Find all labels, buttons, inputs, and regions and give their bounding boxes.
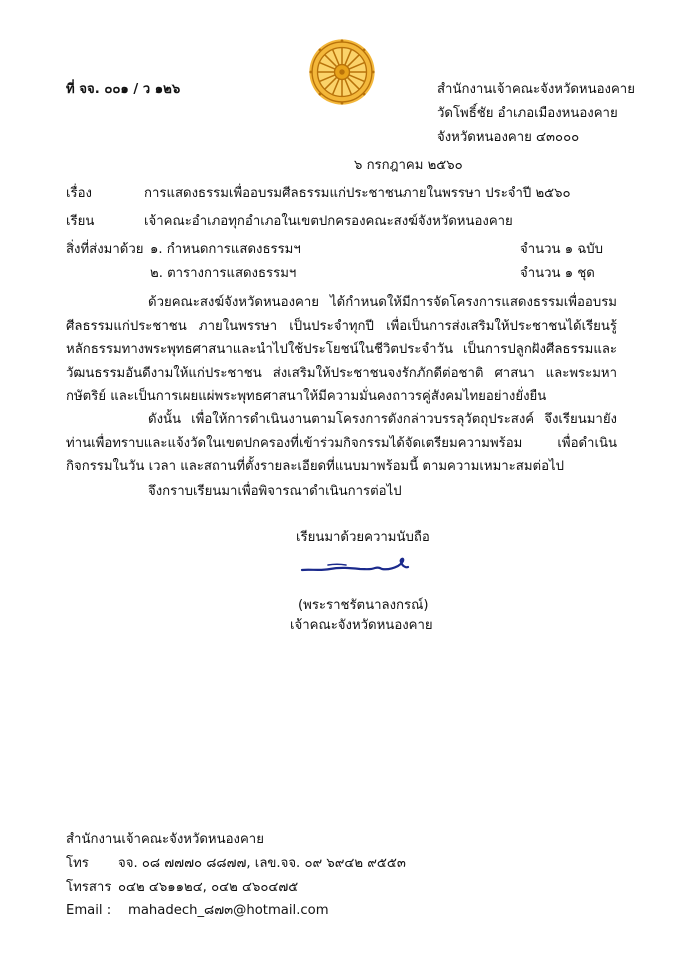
enclosure-qty: จำนวน ๑ ชุด (520, 266, 595, 281)
enclosure-qty: จำนวน ๑ ฉบับ (520, 242, 604, 257)
sender-temple: วัดโพธิ์ชัย อำเภอเมืองหนองคาย (437, 106, 618, 121)
enclosure-item: ๒. ตารางการแสดงธรรมฯ (150, 266, 297, 281)
document-date: ๖ กรกฎาคม ๒๕๖๐ (354, 158, 463, 173)
subject-label: เรื่อง (66, 186, 92, 201)
closing-phrase: เรียนมาด้วยความนับถือ (296, 530, 430, 545)
body-paragraph-1-text: ด้วยคณะสงฆ์จังหวัดหนองคาย ได้กำหนดให้มีการจัดโครงการแสดงธรรมเพื่ออบรมศีลธรรมแก่ประชาชน ภายในพรรษา เป็นประจำทุกปี เพื่อเป็นการส่งเสริมให้ประชาชนได้เรียนรู้หลักธรรมทางพระพุทธศาสนาและนำไปใช้ประโยชน์ในชีวิตประจำวัน เป็นการปลูกฝังศีลธรรมและวัฒนธรรมอันดีงามให้แก่ประชาชน ส่งเสริมให้ประชาชนจงรักภักดีต่อชาติ ศาสนา และพระมหากษัตริย์ และเป็นการเผยแผ่พระพุทธศาสนาให้มีความมั่นคงถาวรคู่สังคมไทยอย่างยั่งยืน (66, 295, 617, 404)
subject-text: การแสดงธรรมเพื่ออบรมศีลธรรมแก่ประชาชนภายในพรรษา ประจำปี ๒๕๖๐ (144, 186, 571, 201)
footer-phone-label: โทร (66, 856, 89, 871)
signer-name: (พระราชรัตนาลงกรณ์) (298, 598, 429, 613)
handwritten-signature (300, 556, 410, 576)
recipient-text: เจ้าคณะอำเภอทุกอำเภอในเขตปกครองคณะสงฆ์จังหวัดหนองคาย (144, 214, 513, 229)
document-number: ที่ จจ. ๐๐๑ / ว ๑๒๖ (66, 82, 181, 97)
sender-province: จังหวัดหนองคาย ๔๓๐๐๐ (437, 130, 580, 145)
body-paragraph-2-text: ดังนั้น เพื่อให้การดำเนินงานตามโครงการดังกล่าวบรรลุวัตถุประสงค์ จึงเรียนมายังท่านเพื่อทราบและแจ้งวัดในเขตปกครองที่เข้าร่วมกิจกรรมได้จัดเตรียมความพร้อม เพื่อดำเนินกิจกรรมในวัน เวลา และสถานที่ตั้งรายละเอียดที่แนบมาพร้อมนี้ ตามความเหมาะสมต่อไป (66, 412, 617, 474)
recipient-label: เรียน (66, 214, 95, 229)
footer-email: mahadech_๘๗๓@hotmail.com (128, 903, 329, 918)
footer-office: สำนักงานเจ้าคณะจังหวัดหนองคาย (66, 832, 264, 847)
footer-fax: ๐๔๒ ๔๖๑๑๒๔, ๐๔๒ ๔๖๐๔๗๕ (118, 880, 299, 895)
footer-fax-label: โทรสาร (66, 880, 112, 895)
footer-phone: จจ. ๐๘ ๗๗๗๐ ๘๘๗๗, เลข.จจ. ๐๙ ๖๙๔๒ ๙๕๕๓ (118, 856, 406, 871)
body-paragraph-1 (66, 291, 617, 409)
body-paragraph-2 (66, 408, 617, 479)
dharma-wheel-seal-icon (308, 38, 376, 106)
sender-office: สำนักงานเจ้าคณะจังหวัดหนองคาย (437, 82, 635, 97)
footer-email-label: Email : (66, 903, 112, 918)
body-paragraph-3: จึงกราบเรียนมาเพื่อพิจารณาดำเนินการต่อไป (148, 484, 402, 499)
enclosures-label: สิ่งที่ส่งมาด้วย (66, 242, 144, 257)
signer-title: เจ้าคณะจังหวัดหนองคาย (290, 618, 433, 633)
enclosure-item: ๑. กำหนดการแสดงธรรมฯ (150, 242, 301, 257)
